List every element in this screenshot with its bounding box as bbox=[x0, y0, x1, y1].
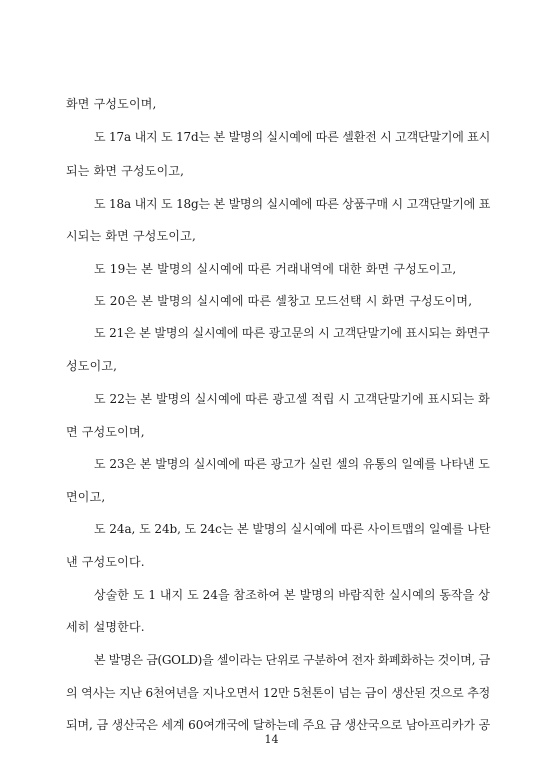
text-line: 세히 설명한다. bbox=[66, 620, 145, 634]
text-line: 도 23은 본 발명의 실시예에 따른 광고가 실린 셀의 유통의 일예를 나타낸 도 bbox=[94, 457, 490, 471]
text-line: 도 21은 본 발명의 실시예에 따른 광고문의 시 고객단말기에 표시되는 화면구 bbox=[94, 326, 490, 340]
text-line: 도 17a 내지 도 17d는 본 발명의 실시예에 따른 셀환전 시 고객단말기에 표시 bbox=[94, 130, 491, 144]
text-line: 화면 구성도이며, bbox=[66, 97, 157, 111]
text-line: 도 19는 본 발명의 실시예에 따른 거래내역에 대한 화면 구성도이고, bbox=[94, 262, 457, 276]
text-line: 본 발명은 금(GOLD)을 셀이라는 단위로 구분하여 전자 화폐화하는 것이며, 금 bbox=[94, 653, 490, 667]
text-line: 의 역사는 지난 6천여년을 지나오면서 12만 5천톤이 넘는 금이 생산된 것으로 추정 bbox=[66, 686, 491, 700]
text-line: 도 22는 본 발명의 실시예에 따른 광고셀 적립 시 고객단말기에 표시되는 화 bbox=[94, 392, 490, 406]
text-line: 도 18a 내지 도 18g는 본 발명의 실시예에 따른 상품구매 시 고객단말기에 표 bbox=[94, 197, 491, 211]
text-line: 시되는 화면 구성도이고, bbox=[66, 229, 196, 243]
text-line: 면이고, bbox=[66, 490, 106, 504]
page-number: 14 bbox=[264, 733, 279, 746]
text-line: 도 24a, 도 24b, 도 24c는 본 발명의 실시예에 따른 사이트맵의 일예를 나탄 bbox=[94, 522, 491, 536]
text-line: 되는 화면 구성도이고, bbox=[66, 164, 185, 178]
text-line: 되며, 금 생산국은 세계 60여개국에 달하는데 주요 금 생산국으로 남아프리카가 공 bbox=[66, 718, 491, 732]
text-line: 낸 구성도이다. bbox=[66, 555, 145, 569]
text-line: 면 구성도이며, bbox=[66, 425, 145, 439]
text-line: 상술한 도 1 내지 도 24을 참조하여 본 발명의 바람직한 실시예의 동작을 상 bbox=[94, 588, 490, 602]
text-line: 도 20은 본 발명의 실시예에 따른 셀창고 모드선택 시 화면 구성도이며, bbox=[94, 294, 473, 308]
text-line: 성도이고, bbox=[66, 359, 118, 373]
